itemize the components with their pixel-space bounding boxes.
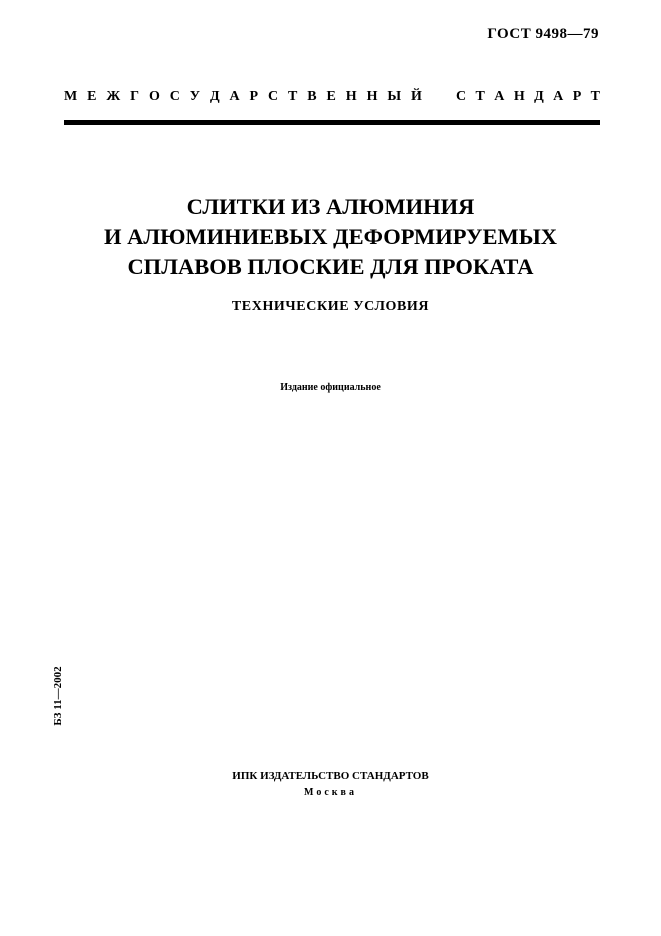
letter: Н <box>345 89 357 104</box>
title-line: СПЛАВОВ ПЛОСКИЕ ДЛЯ ПРОКАТА <box>127 254 534 279</box>
letter: С <box>169 89 180 104</box>
letter: Й <box>411 89 422 104</box>
letter: Н <box>366 89 378 104</box>
letter: А <box>494 89 505 104</box>
document-title <box>40 192 621 282</box>
side-code-text: БЗ 11—2002 <box>52 666 64 726</box>
edition-note: Издание официальное <box>280 382 381 393</box>
header-divider <box>64 120 600 125</box>
publisher-city: Москва <box>304 787 357 798</box>
letter: Ы <box>387 89 402 104</box>
letter: Р <box>249 89 259 104</box>
letter: М <box>64 89 78 104</box>
letter: Р <box>572 89 582 104</box>
letter: Е <box>87 89 97 104</box>
letter: Т <box>590 89 600 104</box>
gost-number: ГОСТ 9498—79 <box>487 26 599 42</box>
letter: Ж <box>106 89 121 104</box>
letter: Д <box>209 89 220 104</box>
letter: У <box>189 89 201 104</box>
letter: Г <box>130 89 140 104</box>
letter: А <box>229 89 240 104</box>
standard-type-heading <box>64 89 600 105</box>
title-line: И АЛЮМИНИЕВЫХ ДЕФОРМИРУЕМЫХ <box>103 224 558 249</box>
publisher-name: ИПК ИЗДАТЕЛЬСТВО СТАНДАРТОВ <box>232 770 429 782</box>
letter: Т <box>288 89 298 104</box>
letter: Н <box>513 89 525 104</box>
letter: В <box>307 89 317 104</box>
letter: О <box>148 89 160 104</box>
standard-type-word-interstate <box>64 89 422 105</box>
document-subtitle: ТЕХНИЧЕСКИЕ УСЛОВИЯ <box>231 299 430 314</box>
letter: Е <box>326 89 336 104</box>
letter: С <box>268 89 279 104</box>
letter: Т <box>475 89 485 104</box>
letter: С <box>456 89 467 104</box>
title-line: СЛИТКИ ИЗ АЛЮМИНИЯ <box>186 194 475 219</box>
letter: А <box>553 89 564 104</box>
standard-type-word-standard <box>456 89 600 105</box>
letter: Д <box>534 89 544 104</box>
